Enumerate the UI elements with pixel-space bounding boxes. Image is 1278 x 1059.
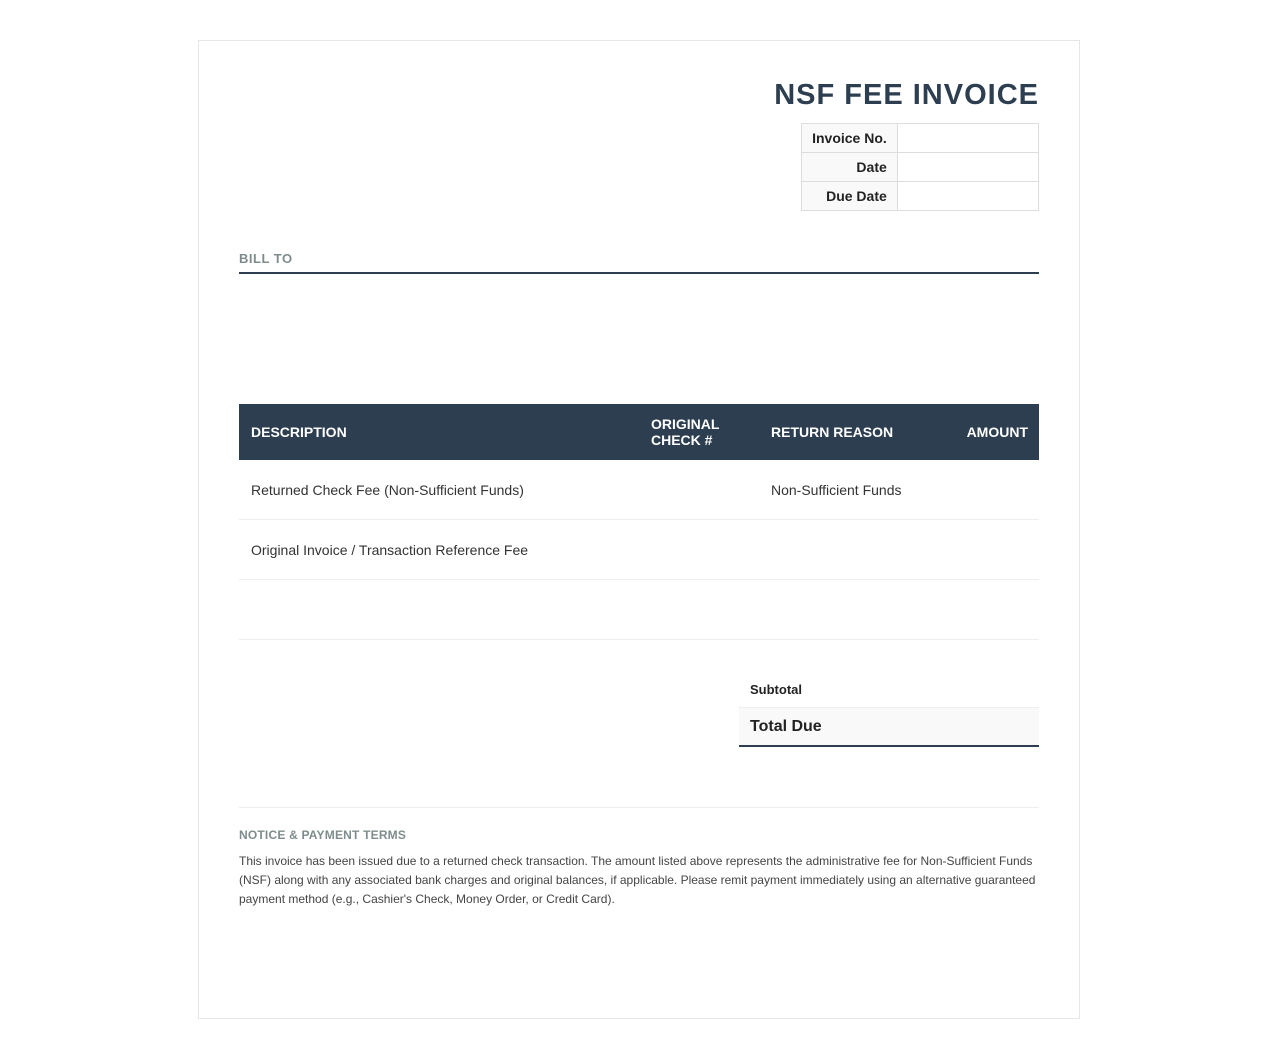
row-description: Returned Check Fee (Non-Sufficient Funds) [251,481,524,498]
column-header-return-reason: RETURN REASON [771,424,894,440]
column-header-original-check [651,416,719,448]
column-header-check-line2: CHECK # [651,432,713,448]
notice-body: This invoice has been issued due to a returned check transaction. The amount listed above represents the administrative fee for Non-Sufficient Funds (NSF) along with any associated bank charges and original balances, if applicable. Please remit payment immediately using an alternative guaranteed payment method (e.g., Cashier's Check, Money Order, or Credit Card). [239,854,1036,906]
row-description: Original Invoice / Transaction Reference Fee [251,541,529,558]
bill-to-heading: BILL TO [239,251,1039,274]
meta-row-due-date [802,182,1039,211]
invoice-title: NSF FEE INVOICE [774,79,1039,111]
notice-heading: NOTICE & PAYMENT TERMS [239,828,407,842]
column-header-amount: AMOUNT [966,424,1028,440]
line-items-header [239,404,1039,460]
table-row [239,460,1039,520]
total-due-label: Total Due [750,718,822,735]
table-row [239,580,1039,640]
date-field[interactable] [897,153,1038,182]
column-header-description: DESCRIPTION [251,424,347,440]
meta-label: Invoice No. [802,124,898,153]
table-row [239,520,1039,580]
meta-label: Date [802,153,898,182]
invoice-meta-table [801,123,1039,211]
notice-section [239,807,1039,909]
meta-label: Due Date [802,182,898,211]
meta-row-date [802,153,1039,182]
line-items-table [239,404,1039,640]
invoice-number-field[interactable] [897,124,1038,153]
subtotal-label: Subtotal [750,682,802,697]
total-due-row [739,707,1039,747]
meta-row-invoice-no [802,124,1039,153]
subtotal-row [739,671,1039,707]
column-header-check-line1: ORIGINAL [651,416,720,432]
row-return-reason: Non-Sufficient Funds [771,481,902,498]
due-date-field[interactable] [897,182,1038,211]
invoice-page [198,40,1080,1019]
totals-box [739,671,1039,747]
